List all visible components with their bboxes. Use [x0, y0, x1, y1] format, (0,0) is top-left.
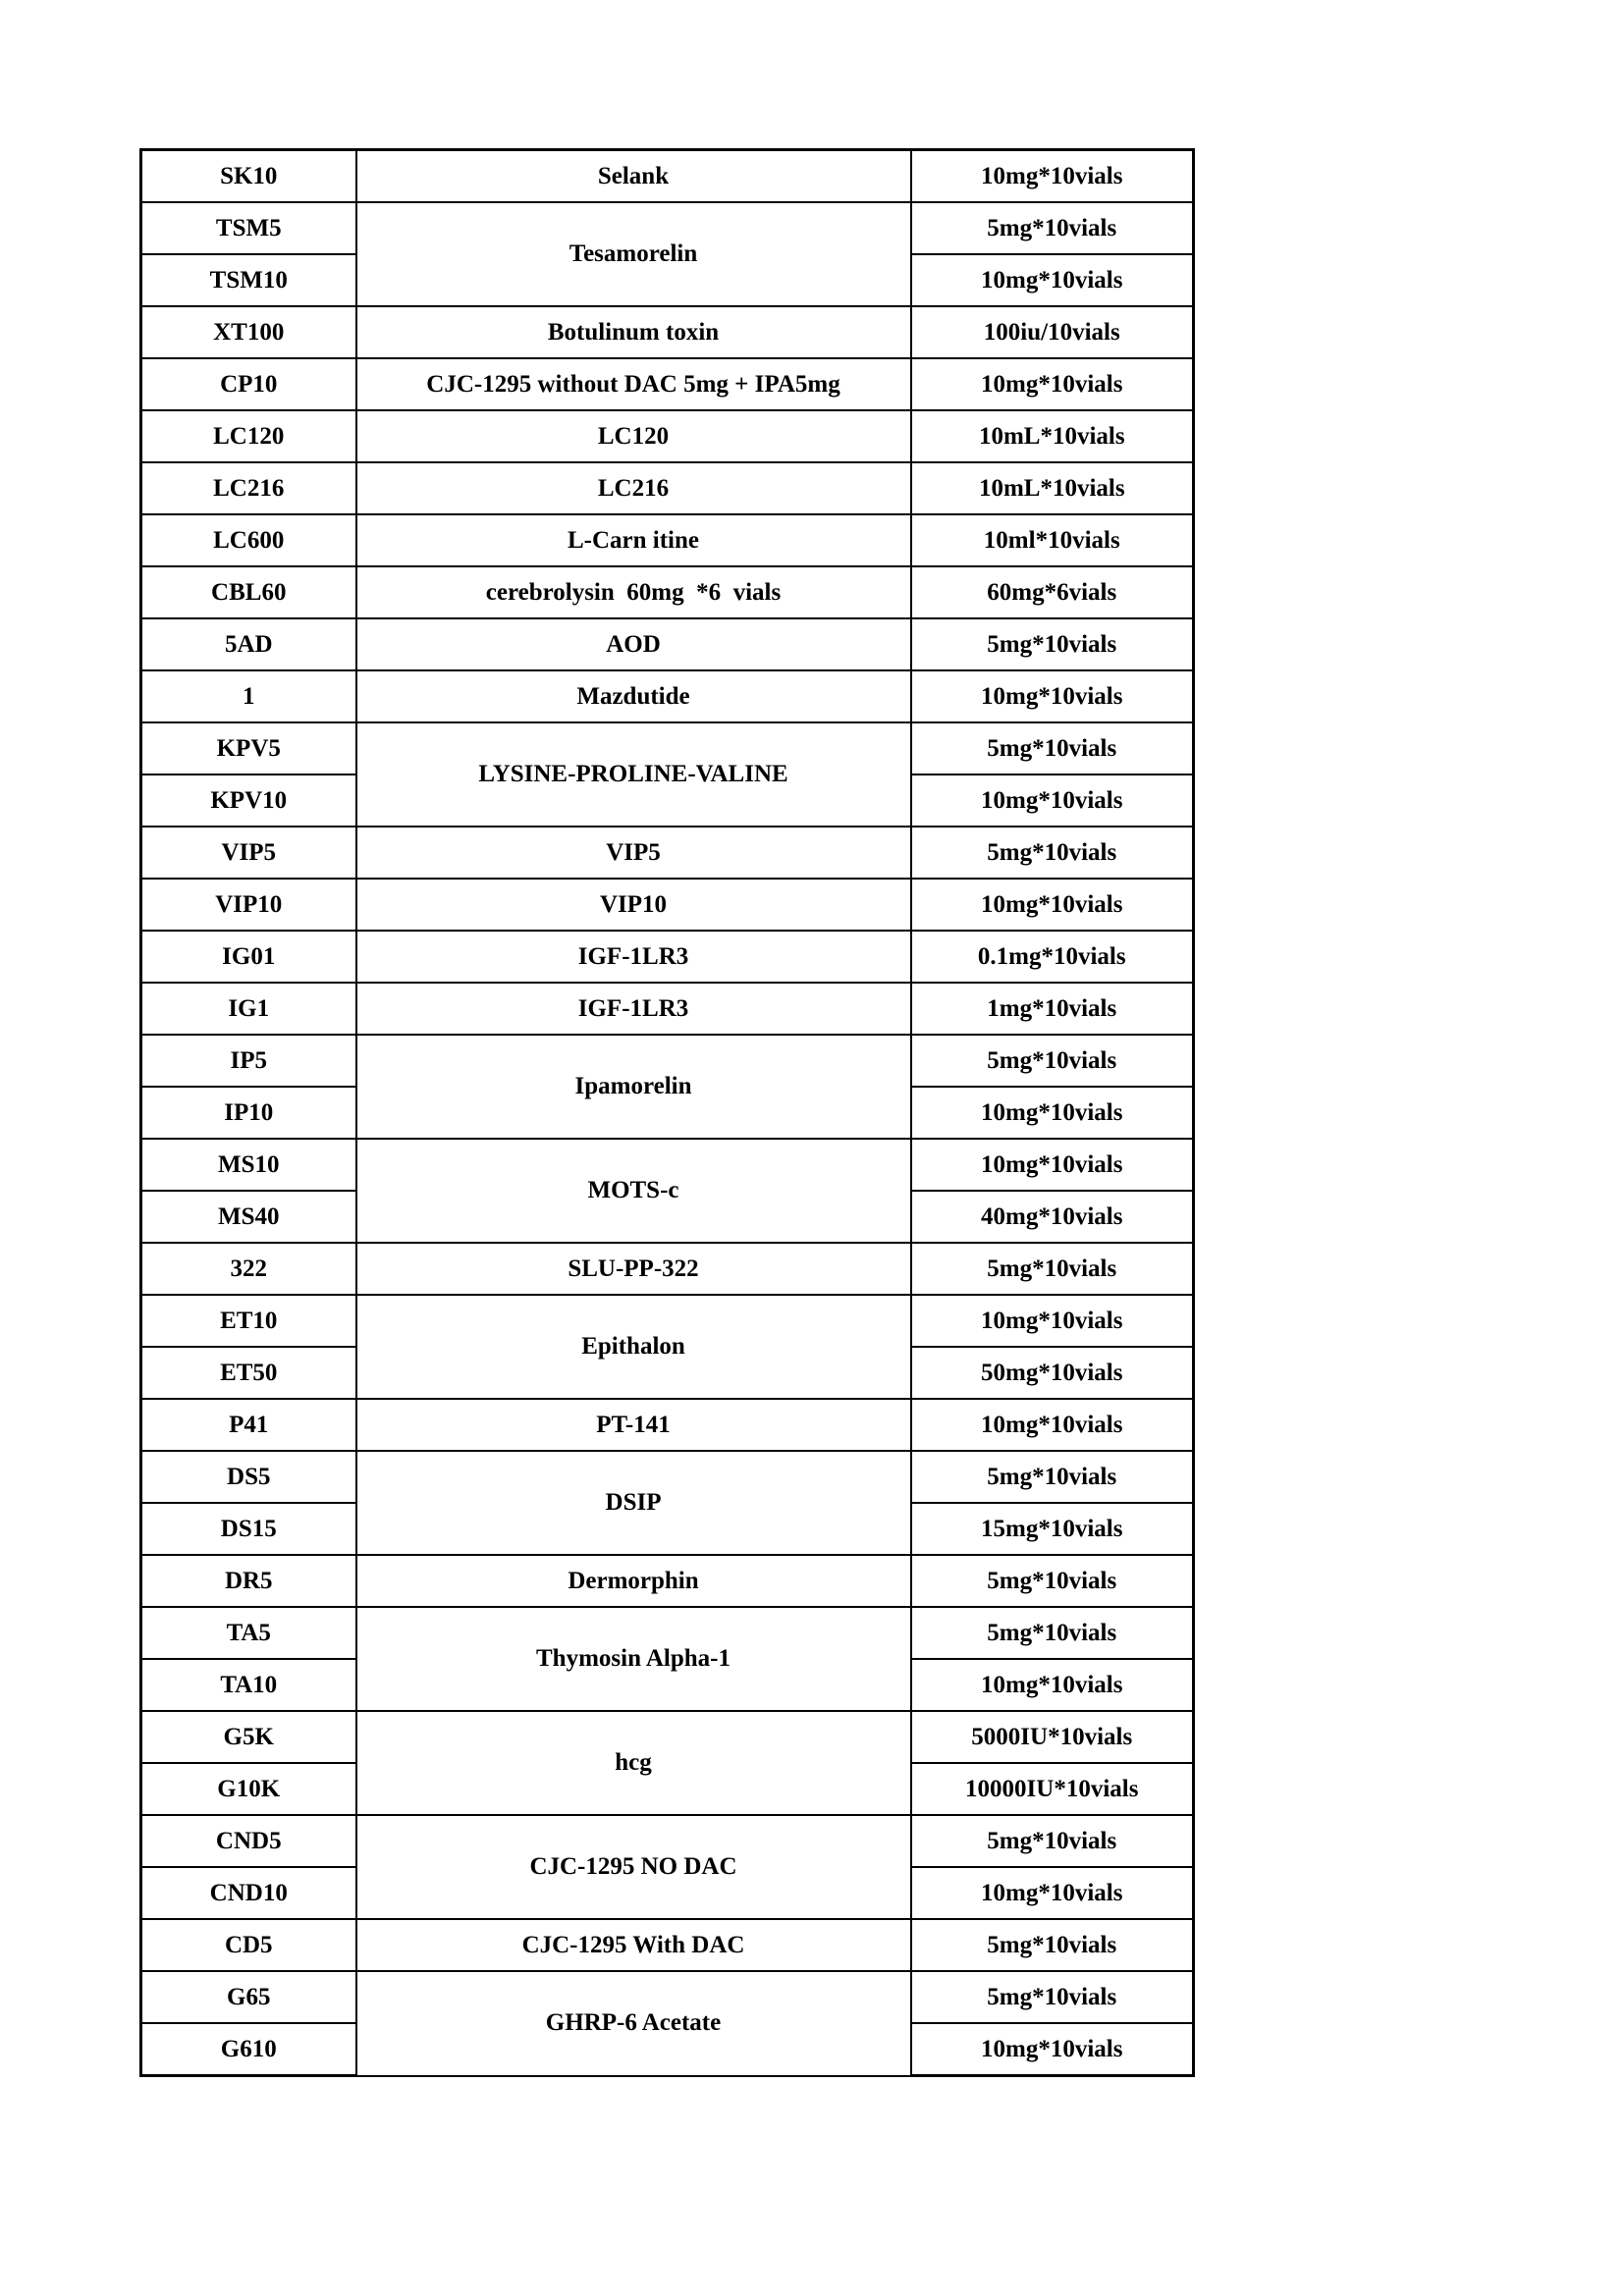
product-code-cell: VIP10	[141, 879, 356, 931]
product-code-cell: XT100	[141, 306, 356, 358]
table-row	[141, 202, 1194, 254]
product-rows	[141, 150, 1194, 2076]
product-spec-cell: 5mg*10vials	[911, 827, 1194, 879]
product-spec-cell: 5mg*10vials	[911, 202, 1194, 254]
table-row	[141, 1139, 1194, 1191]
table-row	[141, 931, 1194, 983]
product-code-cell: 322	[141, 1243, 356, 1295]
product-name-cell: CJC-1295 without DAC 5mg + IPA5mg	[356, 358, 911, 410]
product-code-cell: CD5	[141, 1919, 356, 1971]
product-spec-cell: 5mg*10vials	[911, 1919, 1194, 1971]
product-name-cell: CJC-1295 With DAC	[356, 1919, 911, 1971]
product-table	[139, 148, 1195, 2077]
table-row	[141, 1711, 1194, 1763]
product-spec-cell: 10mL*10vials	[911, 410, 1194, 462]
product-code-cell: MS10	[141, 1139, 356, 1191]
product-code-cell: DS15	[141, 1503, 356, 1555]
product-name-cell: Botulinum toxin	[356, 306, 911, 358]
product-code-cell: CND5	[141, 1815, 356, 1867]
table-row	[141, 410, 1194, 462]
product-spec-cell: 10mg*10vials	[911, 1087, 1194, 1139]
product-spec-cell: 10mg*10vials	[911, 254, 1194, 306]
table-row	[141, 1295, 1194, 1347]
table-row	[141, 1607, 1194, 1659]
product-code-cell: P41	[141, 1399, 356, 1451]
product-spec-cell: 10ml*10vials	[911, 514, 1194, 566]
product-code-cell: CP10	[141, 358, 356, 410]
product-code-cell: LC120	[141, 410, 356, 462]
table-row	[141, 514, 1194, 566]
product-code-cell: 5AD	[141, 618, 356, 670]
product-spec-cell: 0.1mg*10vials	[911, 931, 1194, 983]
product-spec-cell: 10mg*10vials	[911, 1399, 1194, 1451]
product-spec-cell: 5mg*10vials	[911, 1555, 1194, 1607]
product-name-cell: DSIP	[356, 1451, 911, 1555]
product-name-cell: MOTS-c	[356, 1139, 911, 1243]
product-code-cell: G5K	[141, 1711, 356, 1763]
table-row	[141, 1035, 1194, 1087]
product-spec-cell: 40mg*10vials	[911, 1191, 1194, 1243]
product-name-cell: LC120	[356, 410, 911, 462]
product-code-cell: KPV5	[141, 722, 356, 774]
product-spec-cell: 50mg*10vials	[911, 1347, 1194, 1399]
product-code-cell: IP5	[141, 1035, 356, 1087]
product-code-cell: DS5	[141, 1451, 356, 1503]
product-code-cell: CBL60	[141, 566, 356, 618]
product-spec-cell: 10000IU*10vials	[911, 1763, 1194, 1815]
product-code-cell: DR5	[141, 1555, 356, 1607]
product-code-cell: TA10	[141, 1659, 356, 1711]
product-code-cell: ET50	[141, 1347, 356, 1399]
product-code-cell: IG01	[141, 931, 356, 983]
product-code-cell: LC216	[141, 462, 356, 514]
product-spec-cell: 10mg*10vials	[911, 1139, 1194, 1191]
table-row	[141, 1919, 1194, 1971]
product-spec-cell: 5mg*10vials	[911, 1815, 1194, 1867]
product-name-cell: VIP5	[356, 827, 911, 879]
product-code-cell: TA5	[141, 1607, 356, 1659]
product-spec-cell: 10mg*10vials	[911, 774, 1194, 827]
product-name-cell: LC216	[356, 462, 911, 514]
product-name-cell: Mazdutide	[356, 670, 911, 722]
table-row	[141, 983, 1194, 1035]
product-spec-cell: 10mg*10vials	[911, 358, 1194, 410]
product-name-cell: Thymosin Alpha-1	[356, 1607, 911, 1711]
product-name-cell: AOD	[356, 618, 911, 670]
product-code-cell: KPV10	[141, 774, 356, 827]
product-code-cell: TSM5	[141, 202, 356, 254]
table-row	[141, 306, 1194, 358]
product-code-cell: VIP5	[141, 827, 356, 879]
table-row	[141, 462, 1194, 514]
product-spec-cell: 10mg*10vials	[911, 879, 1194, 931]
table-row	[141, 1971, 1194, 2023]
product-name-cell: L-Carn itine	[356, 514, 911, 566]
product-code-cell: IP10	[141, 1087, 356, 1139]
product-name-cell: cerebrolysin 60mg *6 vials	[356, 566, 911, 618]
product-spec-cell: 100iu/10vials	[911, 306, 1194, 358]
product-name-cell: hcg	[356, 1711, 911, 1815]
table-row	[141, 1243, 1194, 1295]
product-code-cell: G610	[141, 2023, 356, 2076]
product-spec-cell: 10mg*10vials	[911, 2023, 1194, 2076]
table-row	[141, 670, 1194, 722]
product-code-cell: SK10	[141, 150, 356, 203]
table-row	[141, 827, 1194, 879]
product-name-cell: PT-141	[356, 1399, 911, 1451]
product-code-cell: ET10	[141, 1295, 356, 1347]
product-name-cell: Ipamorelin	[356, 1035, 911, 1139]
product-code-cell: CND10	[141, 1867, 356, 1919]
product-spec-cell: 5mg*10vials	[911, 618, 1194, 670]
product-spec-cell: 60mg*6vials	[911, 566, 1194, 618]
product-code-cell: MS40	[141, 1191, 356, 1243]
product-spec-cell: 1mg*10vials	[911, 983, 1194, 1035]
table-row	[141, 1451, 1194, 1503]
product-name-cell: Selank	[356, 150, 911, 203]
product-spec-cell: 10mg*10vials	[911, 1659, 1194, 1711]
product-name-cell: VIP10	[356, 879, 911, 931]
product-name-cell: Tesamorelin	[356, 202, 911, 306]
table-row	[141, 150, 1194, 203]
product-name-cell: Dermorphin	[356, 1555, 911, 1607]
table-row	[141, 618, 1194, 670]
product-spec-cell: 15mg*10vials	[911, 1503, 1194, 1555]
table-row	[141, 879, 1194, 931]
product-name-cell: Epithalon	[356, 1295, 911, 1399]
product-code-cell: TSM10	[141, 254, 356, 306]
product-name-cell: GHRP-6 Acetate	[356, 1971, 911, 2076]
product-spec-cell: 5mg*10vials	[911, 1243, 1194, 1295]
product-code-cell: LC600	[141, 514, 356, 566]
table-row	[141, 1399, 1194, 1451]
product-code-cell: G10K	[141, 1763, 356, 1815]
table-row	[141, 1555, 1194, 1607]
product-spec-cell: 10mL*10vials	[911, 462, 1194, 514]
product-name-cell: LYSINE-PROLINE-VALINE	[356, 722, 911, 827]
product-spec-cell: 10mg*10vials	[911, 1867, 1194, 1919]
table-row	[141, 358, 1194, 410]
product-spec-cell: 5mg*10vials	[911, 1971, 1194, 2023]
table-row	[141, 566, 1194, 618]
product-name-cell: SLU-PP-322	[356, 1243, 911, 1295]
product-spec-cell: 5mg*10vials	[911, 722, 1194, 774]
product-spec-cell: 10mg*10vials	[911, 150, 1194, 203]
product-code-cell: 1	[141, 670, 356, 722]
product-code-cell: G65	[141, 1971, 356, 2023]
product-spec-cell: 10mg*10vials	[911, 670, 1194, 722]
table-row	[141, 722, 1194, 774]
product-name-cell: CJC-1295 NO DAC	[356, 1815, 911, 1919]
product-spec-cell: 10mg*10vials	[911, 1295, 1194, 1347]
product-spec-cell: 5mg*10vials	[911, 1451, 1194, 1503]
product-name-cell: IGF-1LR3	[356, 931, 911, 983]
product-spec-cell: 5mg*10vials	[911, 1035, 1194, 1087]
product-spec-cell: 5mg*10vials	[911, 1607, 1194, 1659]
product-name-cell: IGF-1LR3	[356, 983, 911, 1035]
product-code-cell: IG1	[141, 983, 356, 1035]
table-row	[141, 1815, 1194, 1867]
product-spec-cell: 5000IU*10vials	[911, 1711, 1194, 1763]
